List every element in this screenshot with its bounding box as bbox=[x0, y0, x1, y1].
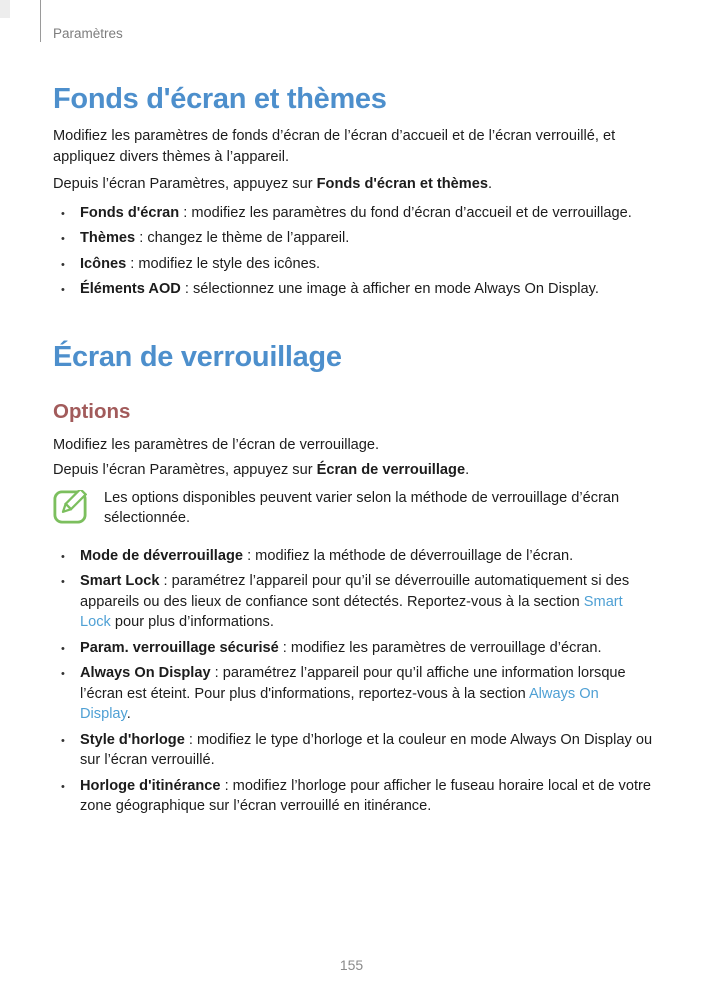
note-box bbox=[53, 487, 653, 529]
link-always-on-display[interactable]: Always On Display bbox=[80, 685, 599, 722]
bullet-label: Mode de déverrouillage bbox=[80, 547, 244, 564]
bullet-text: : modifiez l’horloge pour afficher le fuseau horaire local et de votre zone géographique sur l’écran verrouillé en itinérance. bbox=[80, 777, 652, 814]
path-menu-name: Écran de verrouillage bbox=[316, 462, 466, 478]
page-number: 155 bbox=[339, 957, 364, 973]
bullet-text: : paramétrez l’appareil pour qu’il se déverrouille automatiquement si des appareils ou des lieux de confiance sont détectés. Reportez-vous à la section bbox=[80, 573, 630, 610]
section-title-wallpaper: Fonds d'écran et thèmes bbox=[53, 83, 387, 115]
path-suffix: . bbox=[487, 176, 493, 192]
bullet-text: : modifiez le style des icônes. bbox=[126, 255, 321, 272]
list-item bbox=[53, 571, 653, 633]
bullet-label: Thèmes bbox=[80, 230, 136, 246]
paragraph-lockscreen-path bbox=[53, 460, 653, 481]
section-title-lockscreen: Écran de verrouillage bbox=[53, 340, 342, 373]
paragraph-wallpaper-intro: Modifiez les paramètres de fonds d’écran de l’écran d’accueil et de l’écran verrouillé, et appliquez divers thèmes à l’appareil. bbox=[53, 128, 616, 165]
bullet-text: : modifiez le type d’horloge et la couleur en mode Always On Display ou sur l’écran verrouillé. bbox=[80, 731, 653, 768]
list-item bbox=[53, 546, 653, 567]
path-prefix: Depuis l’écran Paramètres, appuyez sur bbox=[53, 462, 317, 478]
list-item bbox=[53, 254, 653, 275]
bullet-label: Always On Display bbox=[80, 665, 211, 681]
list-item bbox=[53, 279, 653, 300]
list-item bbox=[53, 203, 653, 224]
breadcrumb: Paramètres bbox=[53, 26, 123, 41]
path-suffix: . bbox=[465, 462, 470, 478]
bullet-label: Éléments AOD bbox=[80, 281, 181, 297]
bullet-text: : sélectionnez une image à afficher en mode Always On Display. bbox=[180, 281, 599, 297]
bullet-text: : modifiez la méthode de déverrouillage de l’écran. bbox=[243, 547, 574, 564]
pencil-note-icon bbox=[53, 490, 87, 524]
path-prefix: Depuis l’écran Paramètres, appuyez sur bbox=[53, 176, 317, 192]
bullet-label: Horloge d'itinérance bbox=[80, 777, 221, 794]
list-item bbox=[53, 663, 653, 725]
list-item bbox=[53, 730, 653, 771]
list-item bbox=[53, 228, 653, 249]
bullet-text: : changez le thème de l’appareil. bbox=[135, 230, 350, 246]
bullet-label: Fonds d'écran bbox=[80, 204, 180, 221]
bullet-text: : modifiez les paramètres de verrouillage d’écran. bbox=[278, 639, 602, 656]
bullet-text: : paramétrez l’appareil pour qu’il affiche une information lorsque l’écran est éteint. Pour plus d'informations, reportez-vous à la section bbox=[80, 665, 626, 702]
bullet-label: Style d'horloge bbox=[80, 731, 185, 748]
wallpaper-bullet-list bbox=[53, 203, 653, 300]
bullet-text: : modifiez les paramètres du fond d’écran d’accueil et de verrouillage. bbox=[179, 204, 632, 221]
lockscreen-bullet-list bbox=[53, 546, 653, 817]
paragraph-lockscreen-intro: Modifiez les paramètres de l’écran de verrouillage. bbox=[53, 436, 380, 453]
list-item bbox=[53, 776, 653, 817]
note-text: Les options disponibles peuvent varier selon la méthode de verrouillage d’écran sélectionnée. bbox=[104, 489, 620, 526]
bullet-label: Icônes bbox=[80, 255, 127, 272]
path-menu-name: Fonds d'écran et thèmes bbox=[316, 176, 488, 192]
bullet-label: Param. verrouillage sécurisé bbox=[80, 639, 279, 656]
subsection-title-options: Options bbox=[53, 399, 131, 423]
link-smart-lock[interactable]: Smart Lock bbox=[80, 593, 623, 630]
paragraph-wallpaper-path bbox=[53, 174, 653, 195]
list-item bbox=[53, 638, 653, 659]
bullet-text-after: pour plus d’informations. bbox=[110, 614, 274, 630]
bullet-text-after: . bbox=[126, 706, 131, 722]
bullet-label: Smart Lock bbox=[80, 573, 160, 589]
